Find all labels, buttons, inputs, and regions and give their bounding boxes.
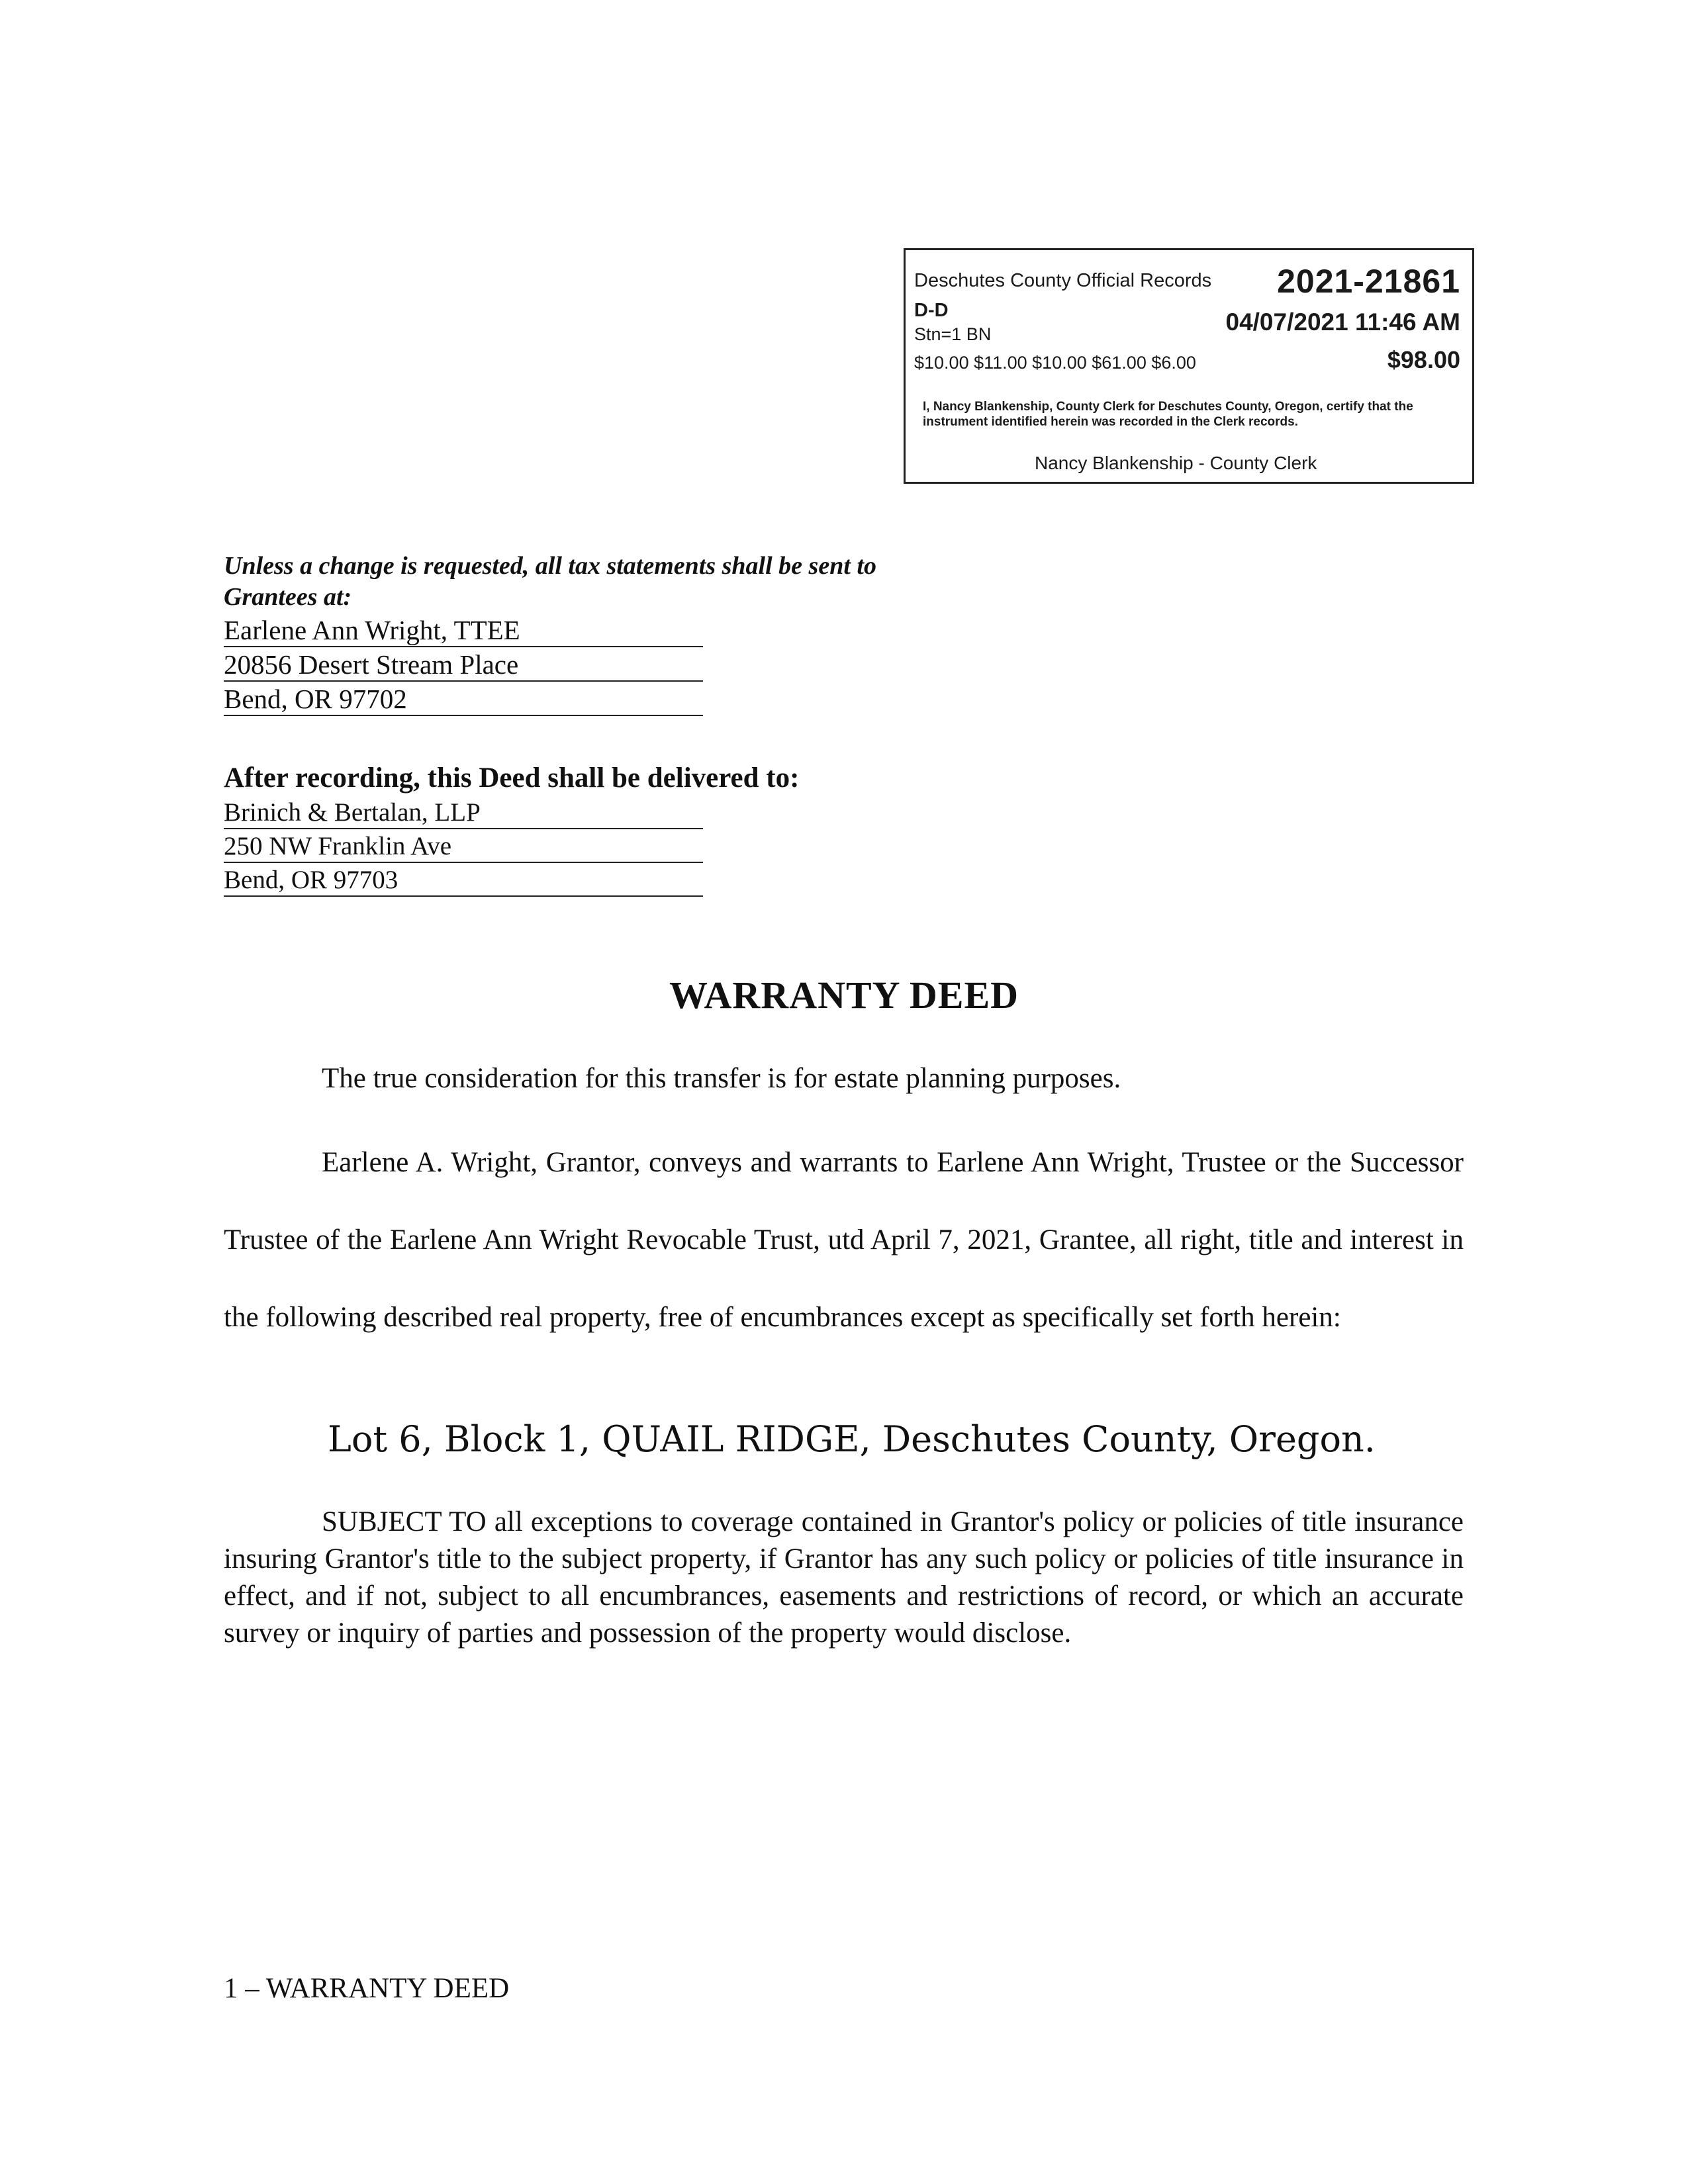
legal-description: Lot 6, Block 1, QUAIL RIDGE, Deschutes County, Oregon. — [328, 1418, 1376, 1460]
recording-stamp — [904, 248, 1474, 484]
return-address — [224, 761, 886, 897]
tax-statement-heading: Unless a change is requested, all tax statements shall be sent to Grantees at: — [224, 552, 876, 611]
tax-address-line: Earlene Ann Wright, TTEE — [224, 613, 703, 647]
station-code: Stn=1 BN — [914, 324, 992, 344]
consideration-paragraph: The true consideration for this transfer is for estate planning purposes. — [322, 1063, 1121, 1094]
fee-breakdown: $10.00 $11.00 $10.00 $61.00 $6.00 — [914, 353, 1196, 373]
document-type: D-D — [914, 300, 949, 321]
records-label: Deschutes County Official Records — [914, 270, 1212, 291]
total-fee: $98.00 — [1387, 346, 1460, 373]
conveyance-paragraph: Earlene A. Wright, Grantor, conveys and warrants to Earlene Ann Wright, Trustee or the Successor Trustee of the Earlene Ann Wright Revocable Trust, utd April 7, 2021, Grantee, all right, title and interest in the following described real property, free of encumbrances except as specifically set forth herein: — [224, 1147, 1464, 1333]
return-address-heading: After recording, this Deed shall be delivered to: — [224, 762, 800, 794]
recorded-datetime: 04/07/2021 11:46 AM — [1225, 308, 1460, 336]
clerk-certification: I, Nancy Blankenship, County Clerk for Deschutes County, Oregon, certify that the instrument identified herein was recorded in the Clerk records. — [923, 400, 1413, 429]
page-footer: 1 – WARRANTY DEED — [224, 1973, 510, 2004]
document-title: WARRANTY DEED — [669, 974, 1019, 1017]
tax-address-line: 20856 Desert Stream Place — [224, 647, 703, 682]
return-address-line: Brinich & Bertalan, LLP — [224, 796, 703, 829]
return-address-line: 250 NW Franklin Ave — [224, 829, 703, 863]
tax-address-line: Bend, OR 97702 — [224, 682, 703, 716]
recording-number: 2021-21861 — [1277, 263, 1460, 300]
subject-to-paragraph: SUBJECT TO all exceptions to coverage contained in Grantor's policy or policies of title insurance insuring Grantor's title to the subject property, if Grantor has any such policy or policies of title insurance in effect, and if not, subject to all encumbrances, easements and restrictions of record, or which an accurate survey or inquiry of parties and possession of the property would disclose. — [224, 1506, 1464, 1649]
tax-statement-address — [224, 551, 886, 716]
clerk-signature: Nancy Blankenship - County Clerk — [1035, 453, 1317, 473]
return-address-line: Bend, OR 97703 — [224, 863, 703, 897]
